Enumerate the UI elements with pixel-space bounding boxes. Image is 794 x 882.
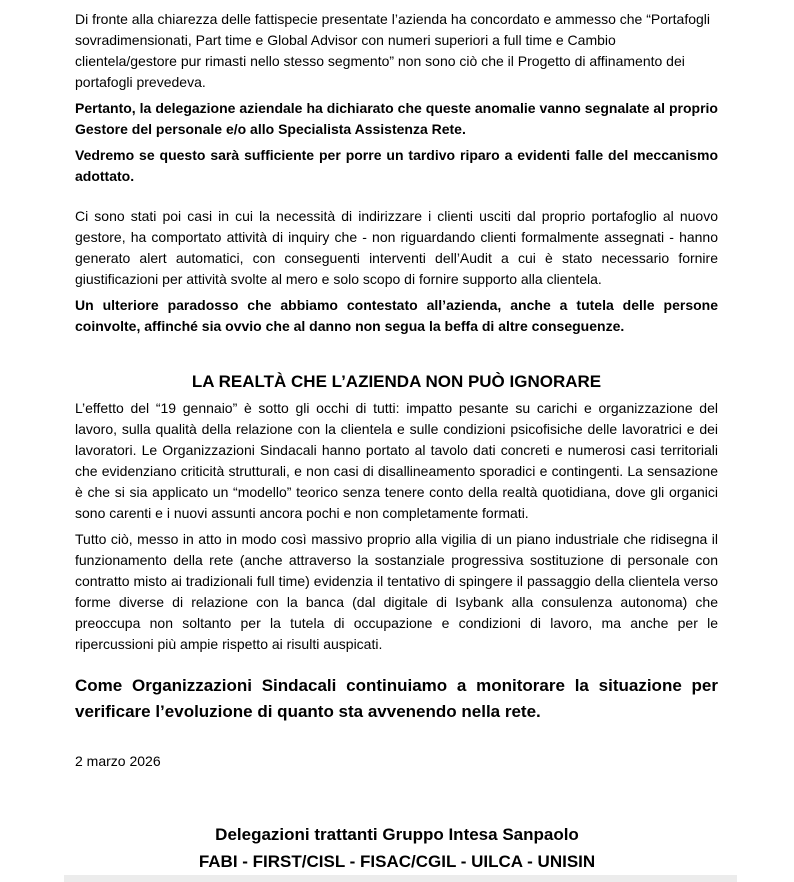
paragraph-paradosso: Un ulteriore paradosso che abbiamo contestato all’azienda, anche a tutela delle persone coinvolte, affinché sia ovvio che al danno non segua la beffa di altre conseguenze.	[75, 297, 718, 334]
paragraph-intro: Di fronte alla chiarezza delle fattispecie presentate l’azienda ha concordato e ammesso che “Portafogli sovradimensionati, Part time e Global Advisor con numeri superiori a full time e Cambio clientela/gestore pur rimasti nello stesso segmento” non sono ciò che il Progetto di affinamento dei portafogli prevedeva.	[75, 11, 711, 90]
paragraph-effetto-19-gennaio: L’effetto del “19 gennaio” è sotto gli occhi di tutti: impatto pesante su carichi e organizzazione del lavoro, sulla qualità della relazione con la clientela e sulle condizioni psicofisiche delle lavoratrici e dei lavoratori. Le Organizzazioni Sindacali hanno portato al tavolo dati concreti e numerosi casi territoriali che evidenziano criticità strutturali, e non casi di disallineamento sporadici e contingenti. La sensazione è che si sia applicato un “modello” teorico senza tenere conto della realtà quotidiana, dove gli organici sono carenti e i nuovi assunti ancora pochi e non completamente formati.	[75, 400, 718, 521]
document-date: 2 marzo 2026	[75, 753, 161, 769]
paragraph-tutto-cio: Tutto ciò, messo in atto in modo così massivo proprio alla vigilia di un piano industriale che ridisegna il funzionamento della rete (anche attraverso la sostanziale progressiva sostituzione di personale con contratto misto ai tradizionali full time) evidenzia il tentativo di spingere il passaggio della clientela verso forme diverse di relazione con la banca (dal digitale di Isybank alla consulenza autonoma) che preoccupa non soltanto per la tutela di occupazione e condizioni di lavoro, ma anche per le ripercussioni più ampie rispetto ai risulti auspicati.	[75, 531, 718, 652]
bottom-strip	[64, 875, 737, 882]
signature-line-unions: FABI - FIRST/CISL - FISAC/CGIL - UILCA - UNISIN	[198, 852, 596, 871]
section-heading: LA REALTÀ CHE L’AZIENDA NON PUÒ IGNORARE	[191, 372, 602, 391]
paragraph-casi-inquiry: Ci sono stati poi casi in cui la necessità di indirizzare i clienti usciti dal proprio portafoglio al nuovo gestore, ha comportato attività di inquiry che - non riguardando clienti formalmente assegnati - hanno generato alert automatici, con conseguenti interventi dell’Audit a cui è stato necessario fornire giustificazioni per attività svolte al mero e solo scopo di fornire supporto alla clientela.	[75, 208, 718, 287]
paragraph-monitoraggio: Come Organizzazioni Sindacali continuiamo a monitorare la situazione per verificare l’evoluzione di quanto sta avvenendo nella rete.	[75, 676, 718, 721]
signature-line-delegations: Delegazioni trattanti Gruppo Intesa Sanpaolo	[215, 825, 579, 844]
signature-block	[0, 821, 794, 875]
paragraph-vedremo: Vedremo se questo sarà sufficiente per porre un tardivo riparo a evidenti falle del meccanismo adottato.	[75, 147, 718, 184]
blank-line	[75, 192, 718, 206]
paragraph-pertanto: Pertanto, la delegazione aziendale ha dichiarato che queste anomalie vanno segnalate al proprio Gestore del personale e/o allo Specialista Assistenza Rete.	[75, 100, 718, 137]
